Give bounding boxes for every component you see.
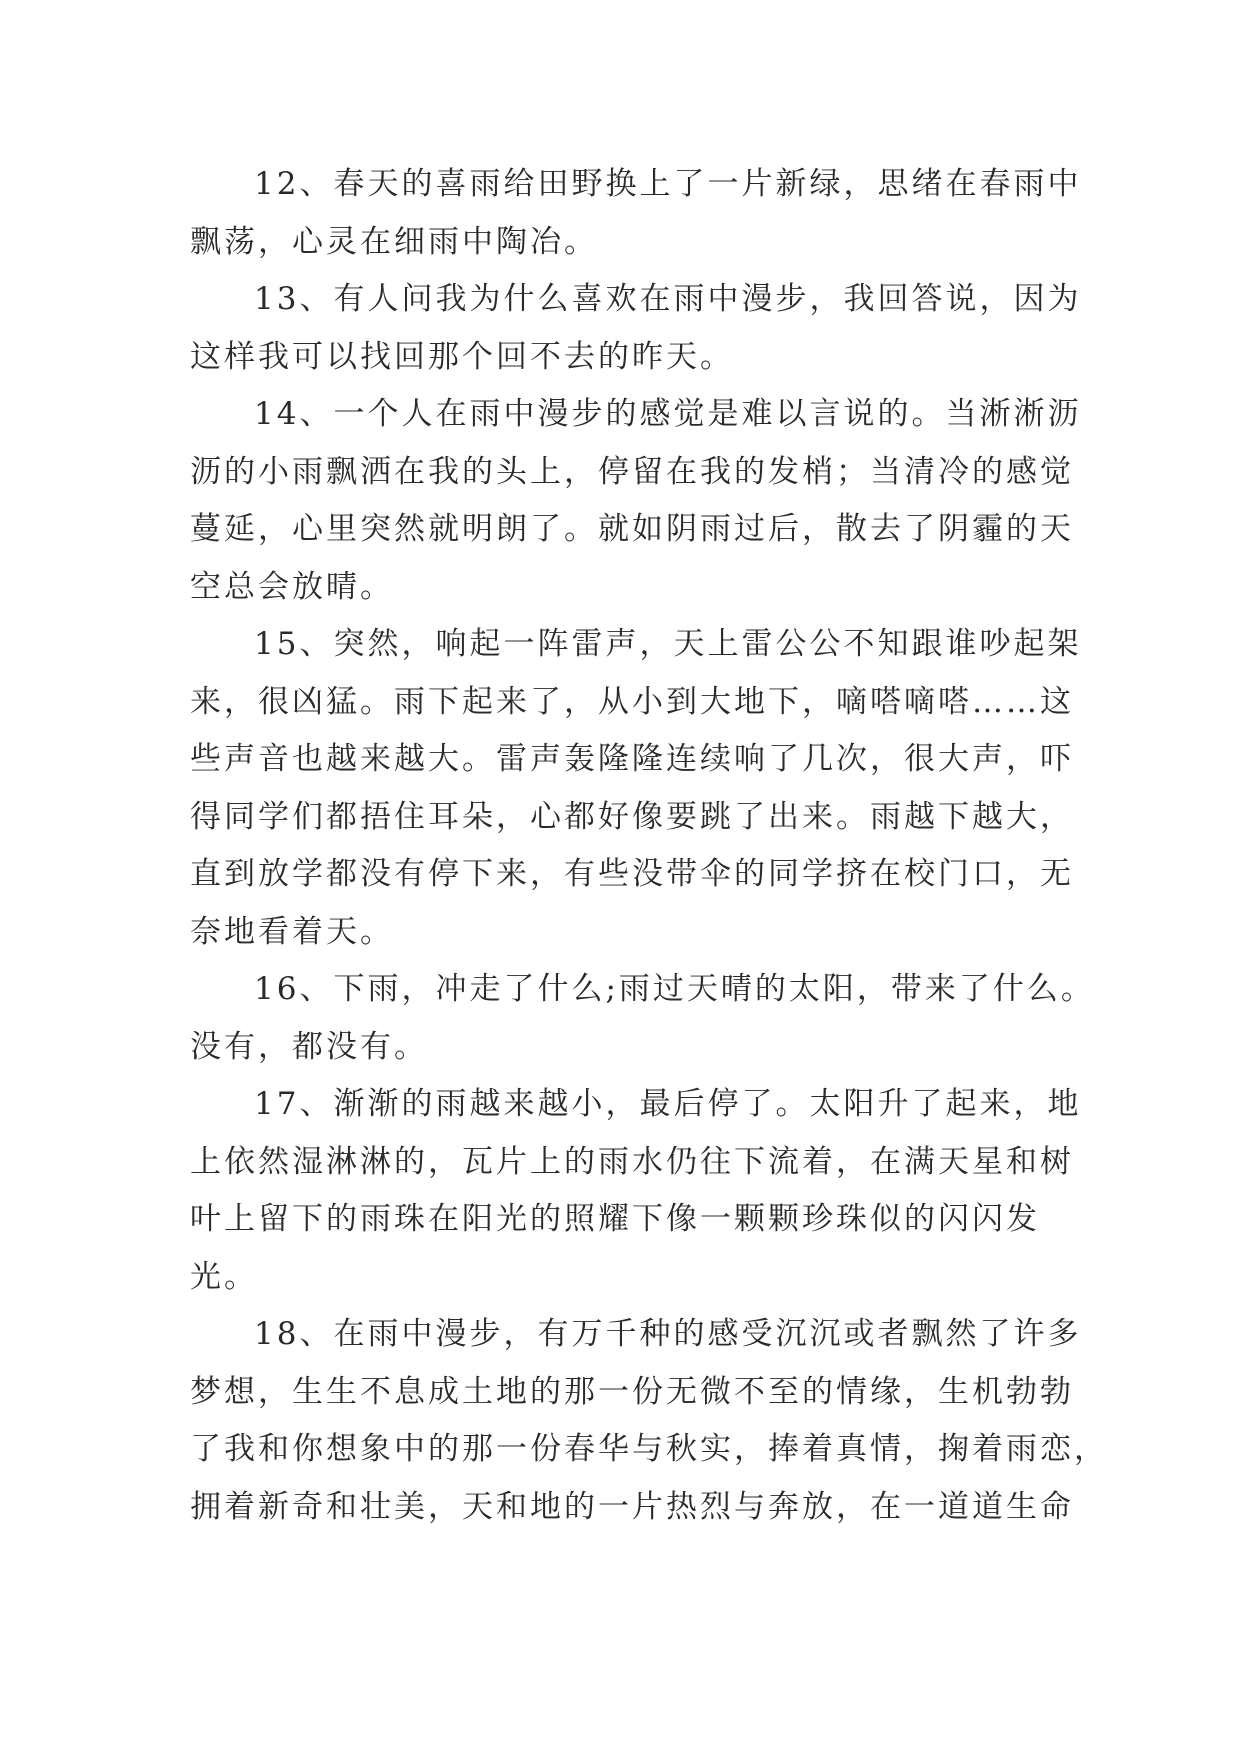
text-line: 得同学们都捂住耳朵，心都好像要跳了出来。雨越下越大， (190, 798, 1074, 835)
document-body (190, 156, 1108, 1536)
text-line: 13、有人问我为什么喜欢在雨中漫步，我回答说，因为 (254, 281, 1082, 317)
text-line: 些声音也越来越大。雷声轰隆隆连续响了几次，很大声，吓 (190, 741, 1074, 777)
paragraph (190, 1076, 1082, 1306)
text-line: 了我和你想象中的那一份春华与秋实，捧着真情，掬着雨恋， (190, 1431, 1108, 1467)
text-line: 上依然湿淋淋的，瓦片上的雨水仍往下流着，在满天星和树 (190, 1143, 1074, 1180)
text-line: 没有，都没有。 (190, 1028, 428, 1065)
text-line: 来，很凶猛。雨下起来了，从小到大地下，嘀嗒嘀嗒……这 (190, 683, 1074, 720)
text-line: 叶上留下的雨珠在阳光的照耀下像一颗颗珍珠似的闪闪发 (190, 1201, 1040, 1237)
text-line: 蔓延，心里突然就明朗了。就如阴雨过后，散去了阴霾的天 (190, 511, 1074, 547)
text-line: 空总会放晴。 (190, 568, 394, 605)
text-line: 18、在雨中漫步，有万千种的感受沉沉或者飘然了许多 (254, 1316, 1082, 1352)
paragraph (190, 156, 1082, 271)
text-line: 飘荡，心灵在细雨中陶冶。 (190, 223, 598, 260)
text-line: 奈地看着天。 (190, 913, 394, 950)
paragraph (190, 271, 1082, 386)
text-line: 直到放学都没有停下来，有些没带伞的同学挤在校门口，无 (190, 856, 1074, 892)
paragraph (190, 961, 1095, 1076)
text-line: 沥的小雨飘洒在我的头上，停留在我的发梢；当清冷的感觉 (190, 453, 1074, 490)
text-line: 14、一个人在雨中漫步的感觉是难以言说的。当淅淅沥 (254, 396, 1082, 432)
text-line: 这样我可以找回那个回不去的昨天。 (190, 338, 734, 375)
paragraph (190, 1306, 1108, 1536)
text-line: 12、春天的喜雨给田野换上了一片新绿，思绪在春雨中 (254, 166, 1082, 202)
text-line: 拥着新奇和壮美，天和地的一片热烈与奔放，在一道道生命 (190, 1488, 1074, 1525)
text-line: 17、渐渐的雨越来越小，最后停了。太阳升了起来，地 (254, 1086, 1082, 1122)
paragraph (190, 386, 1082, 616)
text-line: 光。 (190, 1258, 258, 1295)
paragraph (190, 616, 1082, 961)
text-line: 16、下雨，冲走了什么;雨过天晴的太阳，带来了什么。 (254, 971, 1095, 1007)
text-line: 15、突然，响起一阵雷声，天上雷公公不知跟谁吵起架 (254, 626, 1082, 662)
text-line: 梦想，生生不息成土地的那一份无微不至的情缘，生机勃勃 (190, 1373, 1074, 1410)
